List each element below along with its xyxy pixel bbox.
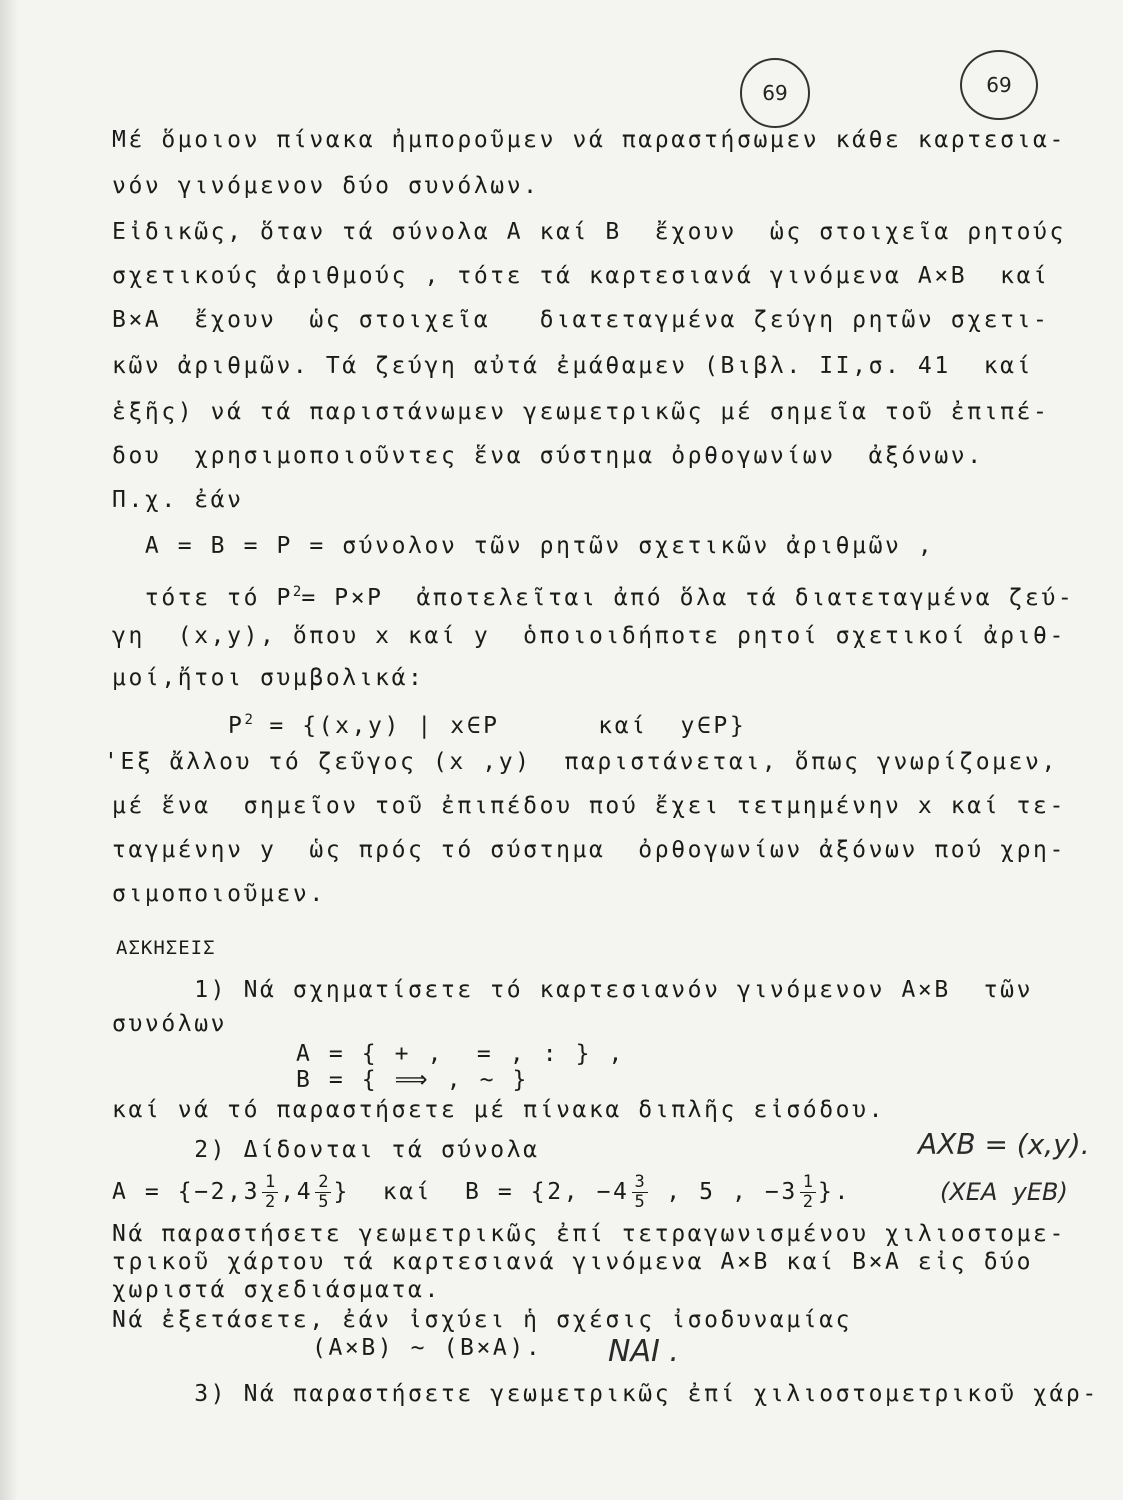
text-line-3: Εἰδικῶς, ὅταν τά σύνολα Α καί Β ἔχουν ὡς στοιχεῖα ρητούς [112,219,1066,245]
formula-body: = {(x,y) | x∈Ρ καί y∈Ρ} [252,713,747,739]
exercise-2-sets [112,1170,851,1214]
fraction-1-2-b [800,1173,816,1212]
fraction-num: 3 [632,1173,648,1193]
fraction-num: 2 [315,1173,331,1193]
exercise-2-line-6: Νά ἐξετάσετε, ἐάν ἰσχύει ἡ σχέσις ἰσοδυναμίας [112,1307,853,1333]
page-number-circled-right [960,50,1038,120]
cartesian-square-rest: = Ρ×Ρ ἀποτελεῖται ἀπό ὅλα τά διατεταγμένα ζεύ- [301,585,1075,611]
handwritten-answer-yes: ΝΑΙ . [608,1334,679,1369]
exercise-1-line-3: καί νά τό παραστήσετε μέ πίνακα διπλῆς εἰσόδου. [112,1097,886,1123]
text-line-4: σχετικούς ἀριθμούς , τότε τά καρτεσιανά γινόμενα Α×Β καί [112,263,1050,289]
text-line-20: σιμοποιοῦμεν. [112,881,326,907]
fraction-1-2-a [262,1173,278,1212]
text-line-cartesian-square [112,578,1074,612]
page-number-right-text: 69 [986,73,1012,97]
text-line-5: Β×Α ἔχουν ὡς στοιχεῖα διατεταγμένα ζεύγη ρητῶν σχετι- [112,307,1050,333]
handwritten-note-axb: ΑΧΒ = (x,y). [918,1128,1090,1161]
set-a-mid: ,4 [280,1179,314,1205]
fraction-den: 2 [265,1192,276,1212]
equivalence-formula: (Α×Β) ∼ (Β×Α). [312,1335,543,1361]
text-line-example: Π.χ. ἐάν [112,487,244,513]
set-b-start: } καί Β = {2, −4 [333,1179,630,1205]
text-line-1: Μέ ὅμοιον πίνακα ἠμποροῦμεν νά παραστήσωμεν κάθε καρτεσια- [112,127,1066,153]
page-binding-shadow [0,0,18,1500]
text-line-19: ταγμένην y ὡς πρός τό σύστημα ὀρθογωνίων ἀξόνων πού χρη- [112,837,1066,863]
exercises-heading: ΑΣΚΗΣΕΙΣ [116,937,216,959]
handwritten-note-membership: (ΧΕΑ yΕΒ) [940,1178,1068,1206]
text-line-2: νόν γινόμενον δύο συνόλων. [112,173,540,199]
text-line-18: μέ ἕνα σημεῖον τοῦ ἐπιπέδου πού ἔχει τετμημένην x καί τε- [112,793,1066,819]
fraction-3-5 [632,1173,648,1212]
exercise-2-line-5: χωριστά σχεδιάσματα. [112,1277,441,1303]
formula-set-p: Ρ [228,713,245,739]
fraction-den: 2 [802,1192,814,1212]
exercise-1-line-2: συνόλων [112,1011,228,1037]
formula-superscript: 2 [244,712,253,728]
text-line-8: δου χρησιμοποιοῦντες ἕνα σύστημα ὀρθογωνίων ἀξόνων. [112,443,984,469]
fraction-2-5 [315,1173,331,1212]
set-builder-formula [228,706,746,740]
set-b-mid: , 5 , −3 [649,1179,798,1205]
exercise-2-line-3: Νά παραστήσετε γεωμετρικῶς ἐπί τετραγωνισμένου χιλιοστομε- [112,1221,1066,1247]
text-line-7: ἑξῆς) νά τά παριστάνωμεν γεωμετρικῶς μέ σημεῖα τοῦ ἐπιπέ- [112,399,1050,425]
fraction-den: 5 [318,1192,329,1212]
page-number-circled-left [740,58,810,128]
set-b-end: }. [818,1179,851,1205]
exercise-3-line-1: 3) Νά παραστήσετε γεωμετρικῶς ἐπί χιλιοστομετρικοῦ χάρ- [112,1381,1099,1407]
set-b-definition: Β = { ⟹ , ∼ } [296,1067,529,1093]
fraction-num: 1 [262,1173,278,1193]
exercise-2-line-4: τρικοῦ χάρτου τά καρτεσιανά γινόμενα Α×Β καί Β×Α εἰς δύο [112,1249,1034,1275]
text-line-6: κῶν ἀριθμῶν. Τά ζεύγη αὐτά ἐμάθαμεν (Βιβλ. ΙΙ,σ. 41 καί [112,353,1034,379]
exercise-2-heading: 2) Δίδονται τά σύνολα [112,1137,540,1163]
set-a-start: Α = {−2,3 [112,1179,261,1205]
fraction-num: 1 [800,1173,816,1193]
text-line-definition: Α = Β = Ρ = σύνολον τῶν ρητῶν σχετικῶν ἀριθμῶν , [112,533,935,559]
exercise-1-line-1: 1) Νά σχηματίσετε τό καρτεσιανόν γινόμενον Α×Β τῶν [112,977,1034,1003]
set-a-definition: Α = { + , = , : } , [296,1041,625,1067]
text-line-13: γη (x,y), ὅπου x καί y ὁποιοιδήποτε ρητοί σχετικοί ἀριθ- [112,623,1066,649]
cartesian-square-prefix: τότε τό Ρ [112,585,293,611]
fraction-den: 5 [634,1192,645,1212]
text-line-17: 'Εξ ἄλλου τό ζεῦγος (x ,y) παριστάνεται, ὅπως γνωρίζομεν, [104,749,1058,775]
text-line-14: μοί,ἤτοι συμβολικά: [112,665,425,691]
page-number-left-text: 69 [762,81,788,105]
superscript-2: 2 [292,584,302,600]
